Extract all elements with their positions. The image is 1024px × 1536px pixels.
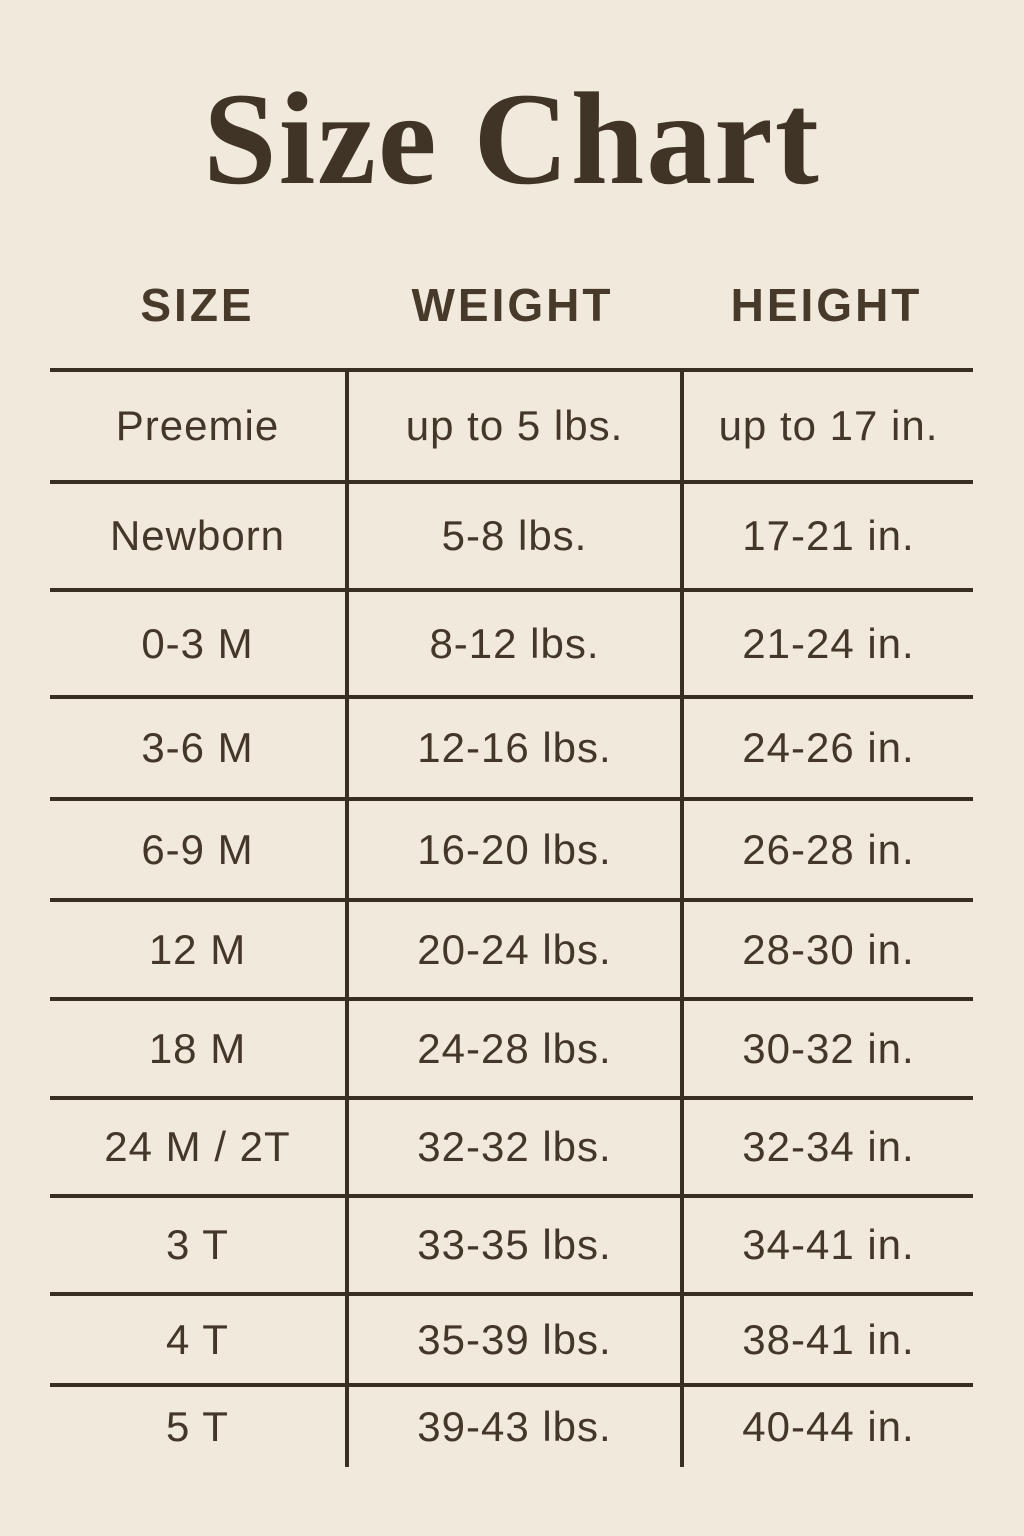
cell-weight: 5-8 lbs. (345, 480, 680, 588)
cell-weight: 8-12 lbs. (345, 588, 680, 695)
cell-height: 17-21 in. (680, 480, 973, 588)
cell-height: 21-24 in. (680, 588, 973, 695)
cell-height: 24-26 in. (680, 695, 973, 797)
cell-size: 4 T (50, 1292, 345, 1383)
table-header-row (50, 278, 973, 332)
cell-size: 3-6 M (50, 695, 345, 797)
cell-size: 12 M (50, 898, 345, 997)
cell-height: 34-41 in. (680, 1194, 973, 1292)
cell-weight: 35-39 lbs. (345, 1292, 680, 1383)
cell-height: 26-28 in. (680, 797, 973, 898)
cell-size: 3 T (50, 1194, 345, 1292)
cell-size: Preemie (50, 368, 345, 480)
cell-height: 30-32 in. (680, 997, 973, 1096)
cell-weight: 33-35 lbs. (345, 1194, 680, 1292)
page-title: Size Chart (203, 65, 821, 212)
cell-height: up to 17 in. (680, 368, 973, 480)
column-header-weight: WEIGHT (411, 279, 614, 331)
size-chart-table (50, 368, 973, 1467)
cell-size: 24 M / 2T (50, 1096, 345, 1194)
cell-height: 40-44 in. (680, 1383, 973, 1467)
cell-weight: 12-16 lbs. (345, 695, 680, 797)
cell-size: 5 T (50, 1383, 345, 1467)
cell-weight: 16-20 lbs. (345, 797, 680, 898)
cell-size: Newborn (50, 480, 345, 588)
cell-size: 0-3 M (50, 588, 345, 695)
cell-weight: 32-32 lbs. (345, 1096, 680, 1194)
cell-weight: 20-24 lbs. (345, 898, 680, 997)
cell-weight: 24-28 lbs. (345, 997, 680, 1096)
column-header-height: HEIGHT (730, 279, 923, 331)
cell-weight: 39-43 lbs. (345, 1383, 680, 1467)
cell-height: 38-41 in. (680, 1292, 973, 1383)
cell-height: 32-34 in. (680, 1096, 973, 1194)
cell-size: 6-9 M (50, 797, 345, 898)
cell-height: 28-30 in. (680, 898, 973, 997)
cell-weight: up to 5 lbs. (345, 368, 680, 480)
cell-size: 18 M (50, 997, 345, 1096)
column-header-size: SIZE (140, 279, 255, 331)
